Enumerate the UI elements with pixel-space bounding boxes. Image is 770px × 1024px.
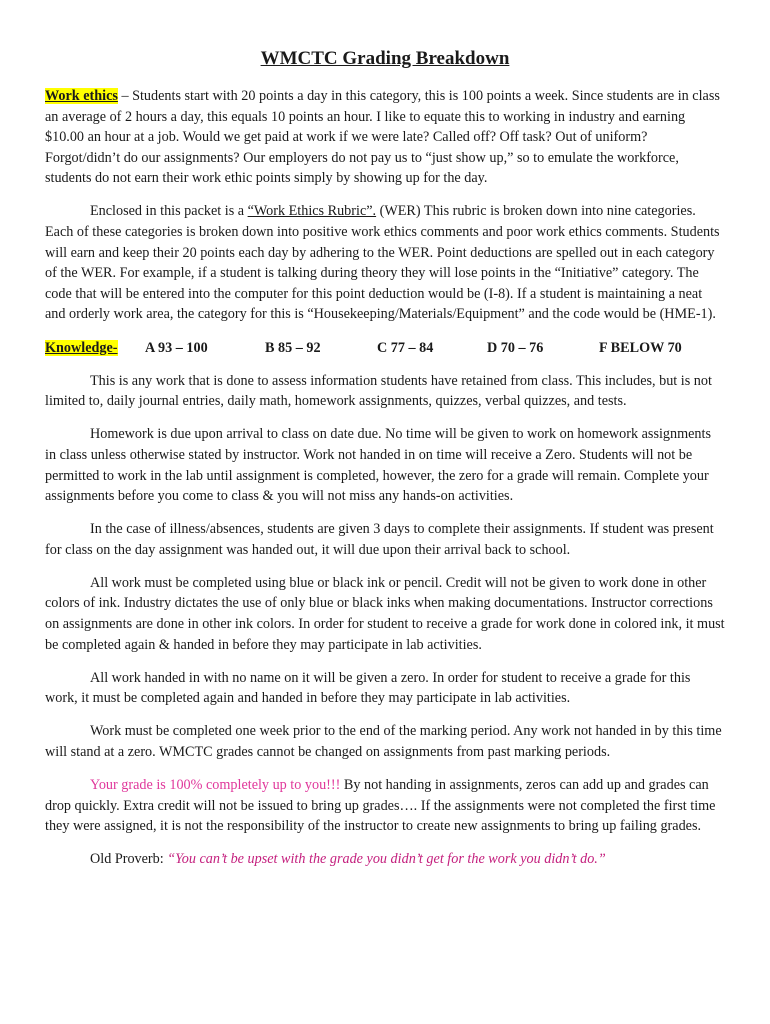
grade-highlight-text: Your grade is 100% completely up to you!!! (90, 777, 341, 794)
knowledge-grade-scale (45, 338, 725, 359)
homework-paragraph: Homework is due upon arrival to class on date due. No time will be given to work on homework assignments in class unless otherwise stated by instructor. Work not handed in on time will receive a Zero. Students will not be permitted to work in the lab until assignment is completed, however, the zero for a grade will remain. Complete your assignments before you come to class & you will not miss any hands-on activities. (45, 426, 711, 505)
rubric-text-post: (WER) This rubric is broken down into nine categories. Each of these categories is broken down into positive work ethics comments and poor work ethics comments. Students will earn and keep their 20 points each day by adhering to the WER. Point deductions are spelled out in each category of the WER. For example, if a student is talking during theory they will lose points in the “Initiative” category. The code that will be entered into the computer for this point deduction would be (I-8). If a student is maintaining a neat and orderly work area, the category for this is “Housekeeping/Materials/Equipment” and the code would be (HME-1). (45, 203, 720, 323)
grade-a: A 93 – 100 (145, 339, 208, 356)
work-ethics-label: Work ethics (45, 88, 118, 104)
grade-f: F BELOW 70 (599, 339, 682, 356)
grade-note-text: By not handing in assignments, zeros can add up and grades can drop quickly. Extra credit will not be issued to bring up grades…. If the assignments were not completed the first time they were assigned, it is not the responsibility of the instructor to create new assignments to bring up failing grades. (45, 777, 716, 835)
grade-c: C 77 – 84 (377, 339, 434, 356)
proverb-quote: “You can’t be upset with the grade you didn’t get for the work you didn’t do.” (167, 851, 606, 868)
grade-responsibility-paragraph (45, 775, 725, 837)
ink-color-paragraph: All work must be completed using blue or black ink or pencil. Credit will not be given to work done in other colors of ink. Industry dictates the use of only blue or black inks when making documentations. Instructor corrections on assignments are done in other ink colors. In order for student to receive a grade for work done in colored ink, it must be completed again & handed in before they may participate in lab activities. (45, 574, 725, 653)
grade-d: D 70 – 76 (487, 339, 544, 356)
proverb-paragraph (45, 849, 725, 870)
rubric-paragraph (45, 201, 725, 325)
work-ethics-text: – Students start with 20 points a day in this category, this is 100 points a week. Since students are in class an average of 2 hours a day, this equals 10 points an hour. I like to equate this to working in industry and earning $10.00 an hour at a job. Would we get paid at work if we were late? Called off? Off task? Out of uniform? Forgot/didn’t do our assignments? Our employers do not pay us to “just show up,” so to emulate the workforce, students do not earn their work ethic points simply by showing up for the day. (45, 88, 720, 187)
no-name-paragraph: All work handed in with no name on it will be given a zero. In order for student to receive a grade for this work, it must be completed again and handed in before they may participate in lab activities. (45, 669, 691, 707)
rubric-text-pre: Enclosed in this packet is a (90, 203, 248, 220)
page-title: WMCTC Grading Breakdown (260, 48, 510, 69)
absences-paragraph: In the case of illness/absences, students are given 3 days to complete their assignments. If student was present for class on the day assignment was handed out, it will due upon their arrival back to school. (45, 521, 714, 558)
work-ethics-paragraph (45, 86, 725, 189)
grade-b: B 85 – 92 (265, 339, 321, 356)
proverb-label: Old Proverb: (90, 851, 168, 868)
marking-period-paragraph: Work must be completed one week prior to the end of the marking period. Any work not handed in by this time will stand at a zero. WMCTC grades cannot be changed on assignments from past marking periods. (45, 723, 722, 761)
document-page (45, 46, 725, 883)
knowledge-description-paragraph: This is any work that is done to assess information students have retained from class. This includes, but is not limited to, daily journal entries, daily math, homework assignments, quizzes, verbal quizzes, and tests. (45, 372, 712, 410)
knowledge-label: Knowledge- (45, 339, 118, 356)
rubric-title: “Work Ethics Rubric”. (247, 203, 377, 220)
